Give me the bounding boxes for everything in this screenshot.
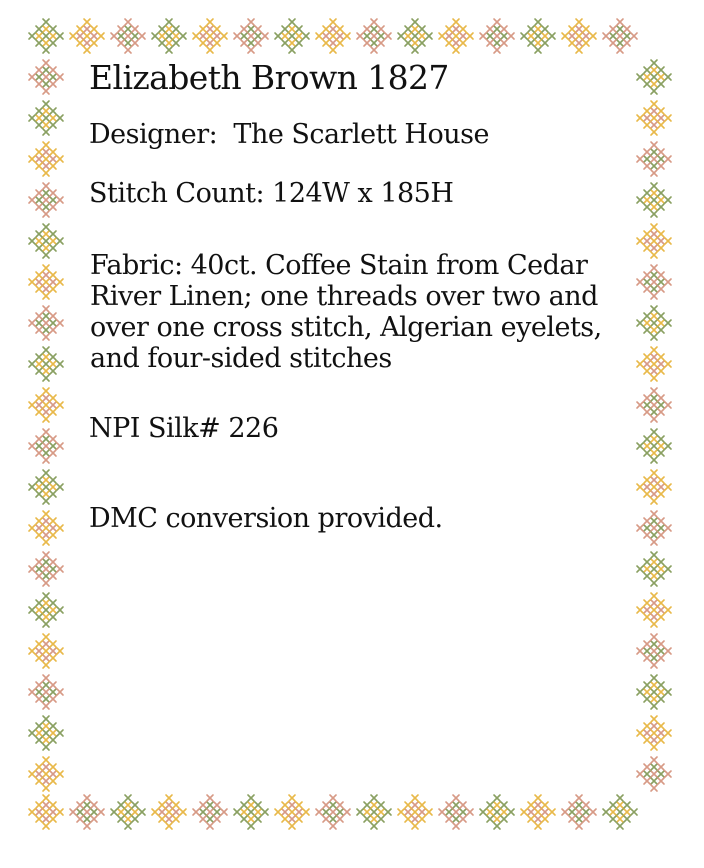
designer-line: Designer: The Scarlett House: [89, 119, 489, 150]
fabric-description: Fabric: 40ct. Coffee Stain from Cedar River Linen; one threads over two and over one cross stitch, Algerian eyelets, and four-sided stitches: [90, 250, 602, 374]
pattern-title: Elizabeth Brown 1827: [89, 58, 449, 97]
stitch-count-line: Stitch Count: 124W x 185H: [89, 178, 454, 209]
silk-line: NPI Silk# 226: [89, 413, 279, 444]
dmc-conversion-line: DMC conversion provided.: [89, 503, 443, 534]
